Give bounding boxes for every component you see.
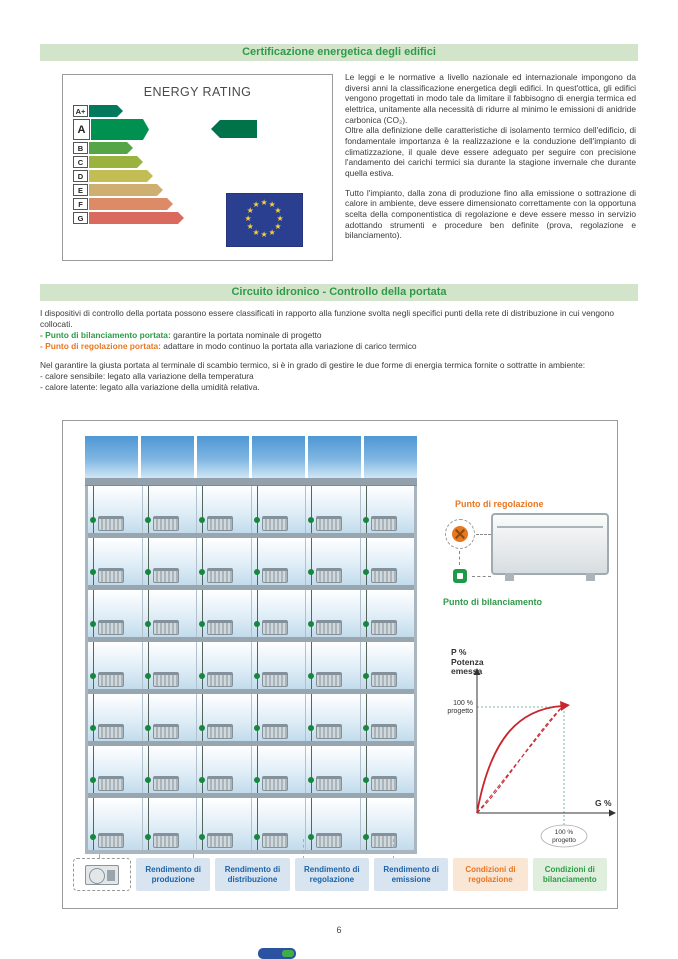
radiator-unit-icon [262, 776, 288, 791]
valve-dot-icon [363, 725, 369, 731]
regulation-point-label: Punto di regolazione [455, 499, 544, 509]
bullet-text: garantire la portata nominale di progetto [170, 329, 322, 340]
eu-star-icon: ★ [274, 222, 282, 231]
valve-dot-icon [254, 673, 260, 679]
connector-dash [472, 576, 491, 577]
radiator-unit-icon [262, 672, 288, 687]
energy-class-row [73, 156, 184, 168]
building-sky [85, 436, 417, 478]
valve-dot-icon [199, 777, 205, 783]
riser-pipe [366, 746, 367, 793]
building-floor [88, 798, 414, 850]
valve-dot-icon [90, 777, 96, 783]
room-cell [305, 642, 360, 689]
room-cell [251, 642, 306, 689]
room-cell [305, 486, 360, 533]
valve-dot-icon [308, 621, 314, 627]
valve-dot-icon [90, 673, 96, 679]
riser-pipe [366, 486, 367, 533]
radiator-unit-icon [207, 672, 233, 687]
riser-pipe [257, 486, 258, 533]
valve-dot-icon [199, 673, 205, 679]
balancing-point-label: Punto di bilanciamento [443, 597, 543, 607]
building-floor [88, 538, 414, 590]
riser-pipe [257, 798, 258, 850]
energy-class-arrow [89, 212, 184, 224]
radiator-unit-icon [262, 833, 288, 848]
connector-dash [459, 551, 460, 565]
radiator-illustration [491, 513, 609, 575]
valve-dot-icon [199, 569, 205, 575]
riser-pipe [366, 538, 367, 585]
room-cell [305, 798, 360, 850]
legend-box: Rendimento di distribuzione [215, 858, 289, 891]
riser-pipe [202, 798, 203, 850]
room-cell [360, 538, 415, 585]
footer-logo [258, 948, 296, 959]
radiator-unit-icon [207, 724, 233, 739]
regulation-valve-icon [445, 519, 475, 549]
energy-class-row [73, 170, 184, 182]
radiator-unit-icon [262, 620, 288, 635]
room-cell [251, 486, 306, 533]
riser-pipe [202, 538, 203, 585]
riser-pipe [257, 746, 258, 793]
riser-pipe [93, 642, 94, 689]
riser-pipe [148, 798, 149, 850]
radiator-unit-icon [153, 776, 179, 791]
energy-class-row [73, 142, 184, 154]
terminal-unit-panel [443, 499, 615, 619]
room-cell [251, 590, 306, 637]
energy-class-arrow [89, 198, 173, 210]
sky-segment [364, 436, 417, 478]
radiator-unit-icon [316, 620, 342, 635]
room-cell [196, 538, 251, 585]
riser-pipe [366, 798, 367, 850]
valve-dot-icon [308, 673, 314, 679]
energy-class-row [73, 198, 184, 210]
valve-body-icon [453, 569, 467, 583]
riser-pipe [93, 486, 94, 533]
room-cell [360, 798, 415, 850]
eu-star-icon: ★ [260, 230, 268, 239]
legend-box: Condizioni di regolazione [453, 858, 527, 891]
chart-yref-2: progetto [447, 708, 473, 715]
room-cell [251, 694, 306, 741]
energy-rating-figure [62, 74, 333, 261]
room-cell [305, 590, 360, 637]
room-cell [142, 590, 197, 637]
radiator-unit-icon [262, 724, 288, 739]
valve-dot-icon [90, 621, 96, 627]
energy-class-row [73, 212, 184, 224]
chart-ylabel-1: P % [451, 647, 467, 657]
eu-star-icon: ★ [260, 198, 268, 207]
building-illustration [85, 436, 417, 854]
paragraph: Nel garantire la giusta portata al terminale di scambio termico, si è in grado di gestire le due forme di energia termica fornite o sottratte in ambiente: [40, 359, 586, 370]
legend-box: Rendimento di produzione [136, 858, 210, 891]
radiator-unit-icon [207, 776, 233, 791]
room-cell [305, 746, 360, 793]
sub-bullet: - calore sensibile: legato alla variazione della temperatura [40, 370, 254, 381]
room-cell [88, 746, 142, 793]
riser-pipe [311, 798, 312, 850]
radiator-unit-icon [371, 620, 397, 635]
room-cell [251, 746, 306, 793]
building-floor [88, 642, 414, 694]
eu-star-icon: ★ [246, 206, 254, 215]
riser-pipe [311, 590, 312, 637]
thermostatic-knob-icon [452, 526, 468, 542]
riser-pipe [311, 694, 312, 741]
valve-dot-icon [363, 569, 369, 575]
paragraph: Tutto l'impianto, dalla zona di produzione fino alla emissione o sottrazione di calore in ambiente, deve essere dimensionato correttamente con la opportuna scelta della componentistica di regolazione e deve essere messo in servizio adottando strumenti e procedure ben definite (prova, regolazione e bilanciamento). [345, 187, 636, 241]
valve-dot-icon [199, 621, 205, 627]
radiator-unit-icon [371, 516, 397, 531]
valve-dot-icon [254, 569, 260, 575]
valve-dot-icon [363, 777, 369, 783]
building-floor [88, 746, 414, 798]
energy-class-letter: D [73, 170, 88, 182]
valve-dot-icon [90, 517, 96, 523]
building-floor [88, 590, 414, 642]
radiator-unit-icon [153, 568, 179, 583]
power-vs-flow-chart [439, 643, 619, 855]
chart-ylabel-3: emessa [451, 666, 483, 676]
riser-pipe [311, 486, 312, 533]
valve-dot-icon [145, 673, 151, 679]
room-cell [305, 538, 360, 585]
riser-pipe [202, 486, 203, 533]
radiator-unit-icon [262, 516, 288, 531]
riser-pipe [311, 746, 312, 793]
bullet-text: adattare in modo continuo la portata alla variazione di carico termico [160, 340, 417, 351]
bullet-label: - Punto di regolazione portata: [40, 340, 161, 351]
riser-pipe [311, 538, 312, 585]
riser-pipe [148, 746, 149, 793]
balancing-valve-icon [449, 565, 471, 587]
legend-box: Rendimento di emissione [374, 858, 448, 891]
energy-class-indicator-arrow [211, 120, 257, 138]
energy-class-letter: G [73, 212, 88, 224]
valve-dot-icon [90, 569, 96, 575]
radiator-unit-icon [153, 516, 179, 531]
valve-dot-icon [254, 834, 260, 840]
riser-pipe [93, 538, 94, 585]
riser-pipe [311, 642, 312, 689]
room-cell [88, 798, 142, 850]
riser-pipe [202, 642, 203, 689]
chart-xref-2: progetto [552, 837, 576, 844]
legend-row [73, 858, 607, 891]
valve-dot-icon [90, 834, 96, 840]
room-cell [142, 746, 197, 793]
valve-dot-icon [145, 777, 151, 783]
valve-dot-icon [199, 834, 205, 840]
energy-certification-text [345, 72, 636, 241]
eu-star-icon: ★ [274, 206, 282, 215]
room-cell [142, 486, 197, 533]
sky-segment [308, 436, 361, 478]
radiator-unit-icon [98, 833, 124, 848]
riser-pipe [202, 590, 203, 637]
riser-pipe [366, 642, 367, 689]
radiator-unit-icon [207, 620, 233, 635]
room-cell [360, 694, 415, 741]
riser-pipe [257, 642, 258, 689]
sky-segment [197, 436, 250, 478]
valve-dot-icon [254, 621, 260, 627]
riser-pipe [148, 642, 149, 689]
room-cell [360, 590, 415, 637]
valve-dot-icon [145, 834, 151, 840]
valve-dot-icon [308, 777, 314, 783]
energy-classes [73, 105, 184, 226]
energy-class-arrow [89, 170, 153, 182]
bullet-label: - Punto di bilanciamento portata: [40, 329, 171, 340]
room-cell [88, 694, 142, 741]
radiator-unit-icon [153, 672, 179, 687]
energy-class-letter: B [73, 142, 88, 154]
riser-pipe [366, 694, 367, 741]
room-cell [196, 694, 251, 741]
radiator-unit-icon [316, 776, 342, 791]
hydronic-circuit-text [40, 308, 638, 392]
valve-dot-icon [145, 725, 151, 731]
radiator-unit-icon [98, 516, 124, 531]
room-cell [196, 642, 251, 689]
eu-star-icon: ★ [276, 214, 284, 223]
page-number: 6 [336, 925, 342, 935]
paragraph: I dispositivi di controllo della portata possono essere classificati in rapporto alla funzione svolta negli specifici punti della rete di distribuzione in cui vengono collocati. [40, 308, 615, 329]
sub-bullet: - calore latente: legato alla variazione della umidità relativa. [40, 381, 260, 392]
room-cell [88, 642, 142, 689]
riser-pipe [257, 590, 258, 637]
room-cell [196, 798, 251, 850]
legend-connector [303, 839, 304, 859]
eu-star-icon: ★ [268, 227, 276, 237]
radiator-unit-icon [371, 776, 397, 791]
radiator-unit-icon [316, 516, 342, 531]
energy-class-letter: A [73, 119, 90, 140]
boiler-icon [85, 865, 119, 885]
radiator-unit-icon [262, 568, 288, 583]
radiator-unit-icon [153, 620, 179, 635]
energy-class-row [73, 184, 184, 196]
riser-pipe [148, 694, 149, 741]
valve-dot-icon [363, 673, 369, 679]
energy-class-arrow [89, 156, 143, 168]
radiator-foot [505, 573, 514, 581]
room-cell [196, 486, 251, 533]
radiator-unit-icon [316, 672, 342, 687]
energy-class-arrow [89, 184, 163, 196]
radiator-unit-icon [153, 833, 179, 848]
hydronic-system-diagram [62, 420, 618, 909]
radiator-unit-icon [316, 833, 342, 848]
valve-dot-icon [363, 834, 369, 840]
valve-dot-icon [363, 517, 369, 523]
energy-class-arrow [91, 119, 149, 140]
valve-dot-icon [363, 621, 369, 627]
valve-dot-icon [308, 725, 314, 731]
building-floors [85, 486, 417, 854]
radiator-unit-icon [207, 568, 233, 583]
room-cell [142, 798, 197, 850]
room-cell [142, 694, 197, 741]
paragraph: Le leggi e le normative a livello nazionale ed internazionale impongono da diversi anni la classificazione energetica degli edifici. In quest'ottica, gli edifici vengono progettati in modo tale da limitare il fabbisogno di energia termica ed elettrica, unitamente alla necessità di ridurre al minimo le emissioni di anidride carbonica (CO₂). [345, 72, 636, 125]
energy-class-letter: F [73, 198, 88, 210]
chart-ylabel-2: Potenza [451, 657, 484, 667]
radiator-unit-icon [207, 833, 233, 848]
radiator-unit-icon [98, 724, 124, 739]
radiator-unit-icon [98, 776, 124, 791]
production-unit-box [73, 858, 131, 891]
room-cell [196, 746, 251, 793]
room-cell [305, 694, 360, 741]
valve-dot-icon [308, 569, 314, 575]
valve-dot-icon [254, 725, 260, 731]
chart-xref-1: 100 % [554, 829, 574, 836]
room-cell [251, 798, 306, 850]
radiator-unit-icon [316, 568, 342, 583]
valve-dot-icon [199, 725, 205, 731]
energy-class-row [73, 119, 184, 140]
radiator-unit-icon [371, 568, 397, 583]
energy-rating-title: ENERGY RATING [143, 85, 252, 99]
chart-yref-1: 100 % [453, 700, 473, 707]
energy-class-arrow [89, 105, 123, 117]
legend-box: Condizioni di bilanciamento [533, 858, 607, 891]
radiator-unit-icon [153, 724, 179, 739]
sky-segment [141, 436, 194, 478]
valve-dot-icon [254, 777, 260, 783]
radiator-unit-icon [98, 620, 124, 635]
eu-star-icon: ★ [268, 200, 276, 210]
radiator-foot [586, 573, 595, 581]
room-cell [142, 538, 197, 585]
building-floor [88, 694, 414, 746]
building-floor [88, 486, 414, 538]
building-roof [85, 478, 417, 486]
radiator-unit-icon [316, 724, 342, 739]
valve-dot-icon [254, 517, 260, 523]
sky-segment [252, 436, 305, 478]
riser-pipe [148, 538, 149, 585]
riser-pipe [148, 590, 149, 637]
paragraph: Oltre alla definizione delle caratteristiche di isolamento termico dell'edificio, di fondamentale importanza è la realizzazione e la conduzione dell'impianto di climatizzazione, il quale deve essere adeguato per seguire con precisione l'andamento dei carichi termici sia durante la stagione invernale che durante quella estiva. [345, 125, 636, 179]
connector-dash [476, 534, 491, 535]
room-cell [88, 486, 142, 533]
riser-pipe [148, 486, 149, 533]
bullet-balancing [40, 330, 638, 341]
riser-pipe [257, 694, 258, 741]
riser-pipe [257, 538, 258, 585]
room-cell [360, 746, 415, 793]
radiator-unit-icon [207, 516, 233, 531]
eu-star-icon: ★ [246, 222, 254, 231]
chart-svg [439, 643, 619, 855]
valve-dot-icon [90, 725, 96, 731]
riser-pipe [366, 590, 367, 637]
energy-class-letter: A+ [73, 105, 88, 117]
bullet-regulation [40, 341, 638, 352]
radiator-unit-icon [98, 568, 124, 583]
sky-segment [85, 436, 138, 478]
radiator-unit-icon [371, 672, 397, 687]
energy-class-letter: E [73, 184, 88, 196]
valve-dot-icon [199, 517, 205, 523]
riser-pipe [93, 746, 94, 793]
room-cell [88, 538, 142, 585]
valve-dot-icon [145, 621, 151, 627]
radiator-unit-icon [371, 724, 397, 739]
eu-star-icon: ★ [244, 214, 252, 223]
eu-flag [226, 193, 303, 247]
section-header-energy-certification: Certificazione energetica degli edifici [40, 44, 638, 61]
energy-class-letter: C [73, 156, 88, 168]
room-cell [142, 642, 197, 689]
legend-box: Rendimento di regolazione [295, 858, 369, 891]
valve-dot-icon [308, 517, 314, 523]
room-cell [360, 486, 415, 533]
riser-pipe [202, 694, 203, 741]
valve-dot-icon [308, 834, 314, 840]
valve-dot-icon [145, 569, 151, 575]
riser-pipe [93, 590, 94, 637]
room-cell [251, 538, 306, 585]
energy-class-arrow [89, 142, 133, 154]
riser-pipe [93, 798, 94, 850]
room-cell [88, 590, 142, 637]
eu-star-icon: ★ [252, 200, 260, 210]
room-cell [360, 642, 415, 689]
energy-class-row [73, 105, 184, 117]
section-header-hydronic-circuit: Circuito idronico - Controllo della portata [40, 284, 638, 301]
room-cell [196, 590, 251, 637]
legend-connector [393, 839, 394, 859]
valve-dot-icon [145, 517, 151, 523]
radiator-unit-icon [98, 672, 124, 687]
chart-xlabel: G % [595, 798, 612, 808]
riser-pipe [202, 746, 203, 793]
eu-star-icon: ★ [252, 227, 260, 237]
riser-pipe [93, 694, 94, 741]
